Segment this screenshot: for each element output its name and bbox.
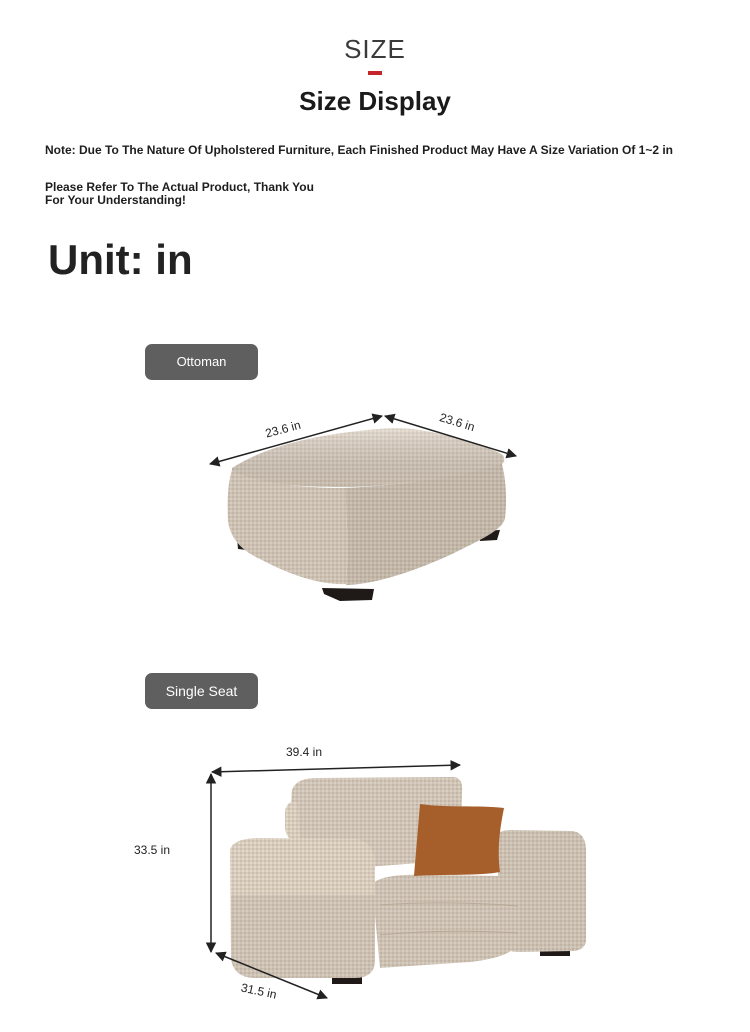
unit-label: Unit: in [48, 236, 193, 283]
thank-you-note: Please Refer To The Actual Product, Thank You For Your Understanding! [45, 180, 314, 207]
ottoman-depth-label: 23.6 in [437, 410, 477, 435]
ottoman-leg [322, 588, 374, 601]
ottoman-width-label: 23.6 in [263, 417, 303, 441]
size-heading: SIZE [344, 34, 406, 64]
ottoman-label-tag: Ottoman [145, 344, 258, 380]
page-title: Size Display [299, 86, 451, 116]
size-variation-note: Note: Due To The Nature Of Upholstered Furniture, Each Finished Product May Have A Size Variation Of 1~2 in [45, 143, 673, 157]
ottoman-illustration [210, 410, 516, 601]
sofa-height-label: 33.5 in [133, 843, 171, 857]
sofa-depth-label: 31.5 in [239, 980, 278, 1002]
sofa-width-dimension-line [212, 765, 460, 772]
sofa-width-label: 39.4 in [285, 745, 323, 759]
single-seat-illustration [134, 745, 586, 1002]
single-seat-label-tag: Single Seat [145, 673, 258, 709]
